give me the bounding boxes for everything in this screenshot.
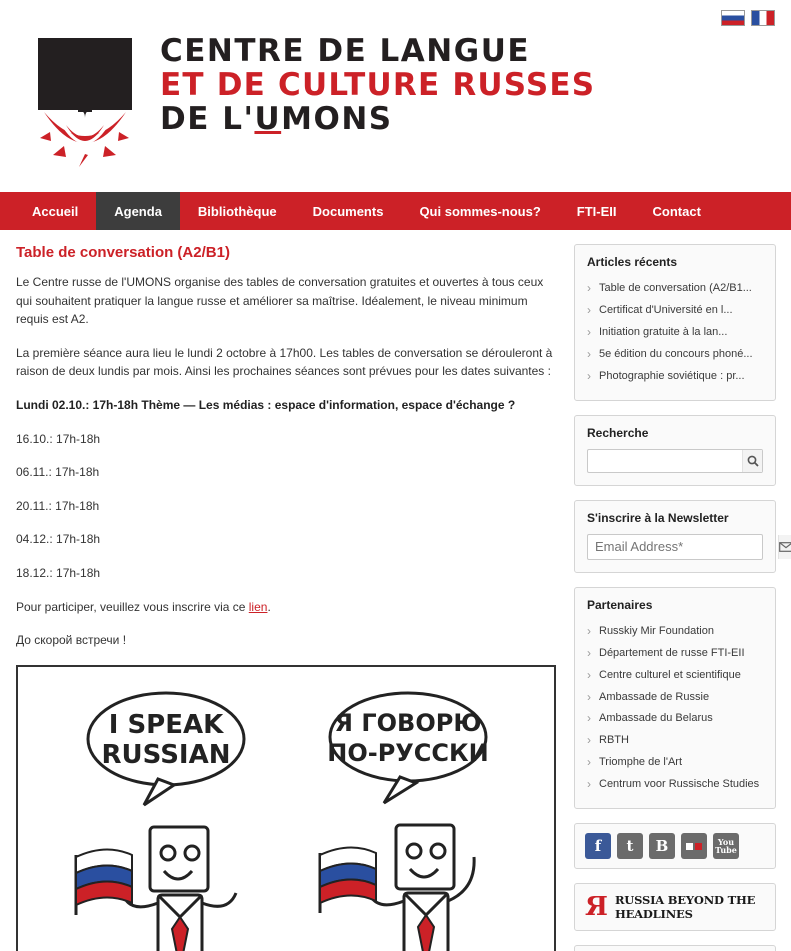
article-comic-image (16, 665, 556, 951)
svg-text:I SPEAK: I SPEAK (108, 709, 224, 740)
search-widget (574, 415, 776, 486)
brand-line3-underlined: U (254, 101, 282, 137)
article-date-4: 04.12.: 17h-18h (16, 532, 101, 547)
newsletter-title: S'inscrire à la Newsletter (587, 510, 729, 525)
list-item[interactable]: › Triomphe de l'Art (587, 752, 763, 774)
email-field[interactable] (588, 535, 778, 559)
article-date-2: 06.11.: 17h-18h (16, 465, 100, 480)
article-paragraph-1: Le Centre russe de l'UMONS organise des tables de conversation gratuites et ouvertes à tous ceux qui souhaitent pratiquer la langue russe et améliorer sa maîtrise. Idéalement, le niveau minimum requis est A2. (16, 275, 544, 327)
list-item[interactable]: › Ambassade du Belarus (587, 708, 763, 730)
nav-item-accueil[interactable]: Accueil (32, 203, 79, 219)
nav-item-fti-eii[interactable]: FTI-EII (576, 203, 617, 219)
svg-text:ПО-РУССКИ: ПО-РУССКИ (327, 738, 489, 767)
brand-line-3 (160, 101, 595, 137)
brand-line3-post: MONS (281, 101, 393, 137)
social-links (574, 823, 776, 869)
main-navigation[interactable] (0, 192, 791, 230)
partners-list (587, 621, 763, 797)
list-item[interactable]: › Initiation gratuite à la lan... (587, 322, 763, 344)
list-item[interactable]: › Département de russe FTI-EII (587, 643, 763, 665)
registration-text-pre: Pour participer, veuillez vous inscrire via ce (16, 599, 249, 614)
article-paragraph-2: La première séance aura lieu le lundi 2 octobre à 17h00. Les tables de conversation se dérouleront à raison de deux lundis par mois. Ainsi les prochaines séances sont prévues pour les dates suivantes : (16, 345, 553, 379)
sidebar (574, 244, 776, 951)
page-title: Table de conversation (A2/B1) (16, 244, 230, 261)
rbth-banner[interactable] (574, 883, 776, 931)
list-item[interactable]: › Table de conversation (A2/B1... (587, 278, 763, 300)
list-item[interactable]: › Photographie soviétique : pr... (587, 366, 763, 388)
partners-widget (574, 587, 776, 810)
youtube-icon[interactable]: You Tube (713, 833, 739, 859)
registration-link[interactable]: lien (248, 599, 268, 614)
svg-text:Я ГОВОРЮ: Я ГОВОРЮ (334, 708, 482, 737)
list-item[interactable]: › Centre culturel et scientifique (587, 665, 763, 687)
brand-line3-pre: DE L' (160, 101, 255, 137)
recent-articles-widget (574, 244, 776, 401)
list-item[interactable]: › Ambassade de Russie (587, 687, 763, 709)
nav-item-documents[interactable]: Documents (312, 203, 384, 219)
article-date-5: 18.12.: 17h-18h (16, 565, 101, 580)
article-date-1: 16.10.: 17h-18h (16, 431, 101, 446)
twitter-icon[interactable]: t (617, 833, 643, 859)
list-item[interactable]: › Certificat d'Université en l... (587, 300, 763, 322)
nav-item-contact[interactable]: Contact (652, 203, 701, 219)
facebook-icon[interactable]: f (585, 833, 611, 859)
svg-text:RUSSIAN: RUSSIAN (101, 739, 231, 770)
list-item[interactable]: › Centrum voor Russische Studies (587, 774, 763, 796)
list-item[interactable]: › RBTH (587, 730, 763, 752)
next-widget-partial (574, 945, 776, 951)
nav-item-qui-sommes-nous[interactable]: Qui sommes-nous? (419, 203, 541, 219)
list-item[interactable]: › 5e édition du concours phoné... (587, 344, 763, 366)
search-form[interactable] (587, 449, 763, 473)
page-content (0, 230, 791, 951)
search-title: Recherche (587, 425, 649, 440)
registration-text-post: . (267, 599, 271, 614)
vk-icon[interactable]: B (649, 833, 675, 859)
site-header (0, 0, 791, 192)
list-item[interactable]: › Russkiy Mir Foundation (587, 621, 763, 643)
article-session-highlight: Lundi 02.10.: 17h-18h Thème — Les médias : espace d'information, espace d'échange ? (16, 397, 516, 412)
nav-item-bibliotheque[interactable]: Bibliothèque (197, 203, 277, 219)
article-date-3: 20.11.: 17h-18h (16, 498, 100, 513)
recent-articles-title: Articles récents (587, 255, 678, 269)
article-registration (16, 598, 556, 617)
newsletter-widget (574, 500, 776, 573)
site-logo-icon[interactable] (30, 28, 140, 168)
article-farewell: До скорой встречи ! (16, 633, 127, 648)
rbth-label: RUSSIA BEYOND THE HEADLINES (614, 893, 756, 922)
delicious-icon[interactable] (681, 833, 707, 859)
partners-title: Partenaires (587, 597, 653, 612)
search-icon[interactable] (742, 450, 762, 472)
rbth-mark-icon: Я (585, 892, 608, 923)
main-column (16, 244, 556, 951)
recent-articles-list (587, 278, 763, 388)
envelope-icon[interactable] (778, 535, 791, 559)
brand-line-2: ET DE CULTURE RUSSES (160, 67, 596, 103)
brand-line-1: CENTRE DE LANGUE (160, 33, 531, 69)
search-input[interactable] (588, 450, 742, 472)
newsletter-form[interactable] (587, 534, 763, 560)
site-title (160, 33, 596, 137)
nav-item-agenda[interactable]: Agenda (96, 192, 180, 230)
